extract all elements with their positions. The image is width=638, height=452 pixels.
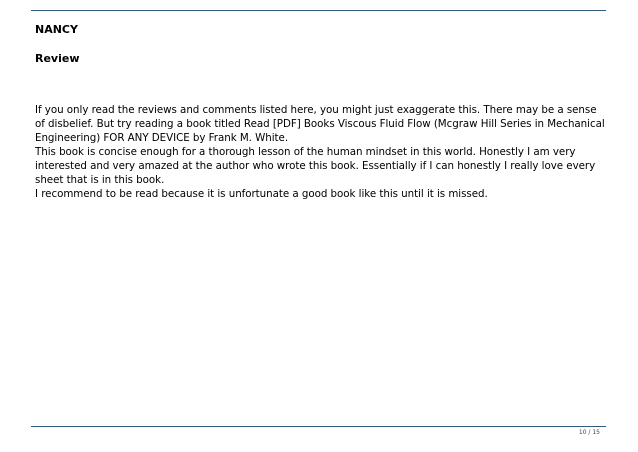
footer-divider bbox=[31, 426, 606, 427]
header-divider bbox=[31, 10, 606, 11]
review-paragraph: This book is concise enough for a thorough lesson of the human mindset in this world. Honestly I am very interested and very amazed at the author who wrote this book. Essentially if I can honestly I really love every sheet that is in this book. bbox=[35, 146, 596, 186]
review-paragraph: If you only read the reviews and comments listed here, you might just exaggerate this. There may be a sense of disbelief. But try reading a book titled Read [PDF] Books Viscous Fluid Flow (Mcgraw Hill Series in Mechanical Engineering) FOR ANY DEVICE by Frank M. White. bbox=[35, 104, 605, 144]
page-number: 10 / 15 bbox=[578, 429, 600, 436]
review-heading: Review bbox=[35, 52, 80, 65]
review-body bbox=[35, 103, 607, 201]
reviewer-name: NANCY bbox=[35, 23, 78, 36]
review-paragraph: I recommend to be read because it is unfortunate a good book like this until it is missed. bbox=[35, 188, 488, 200]
